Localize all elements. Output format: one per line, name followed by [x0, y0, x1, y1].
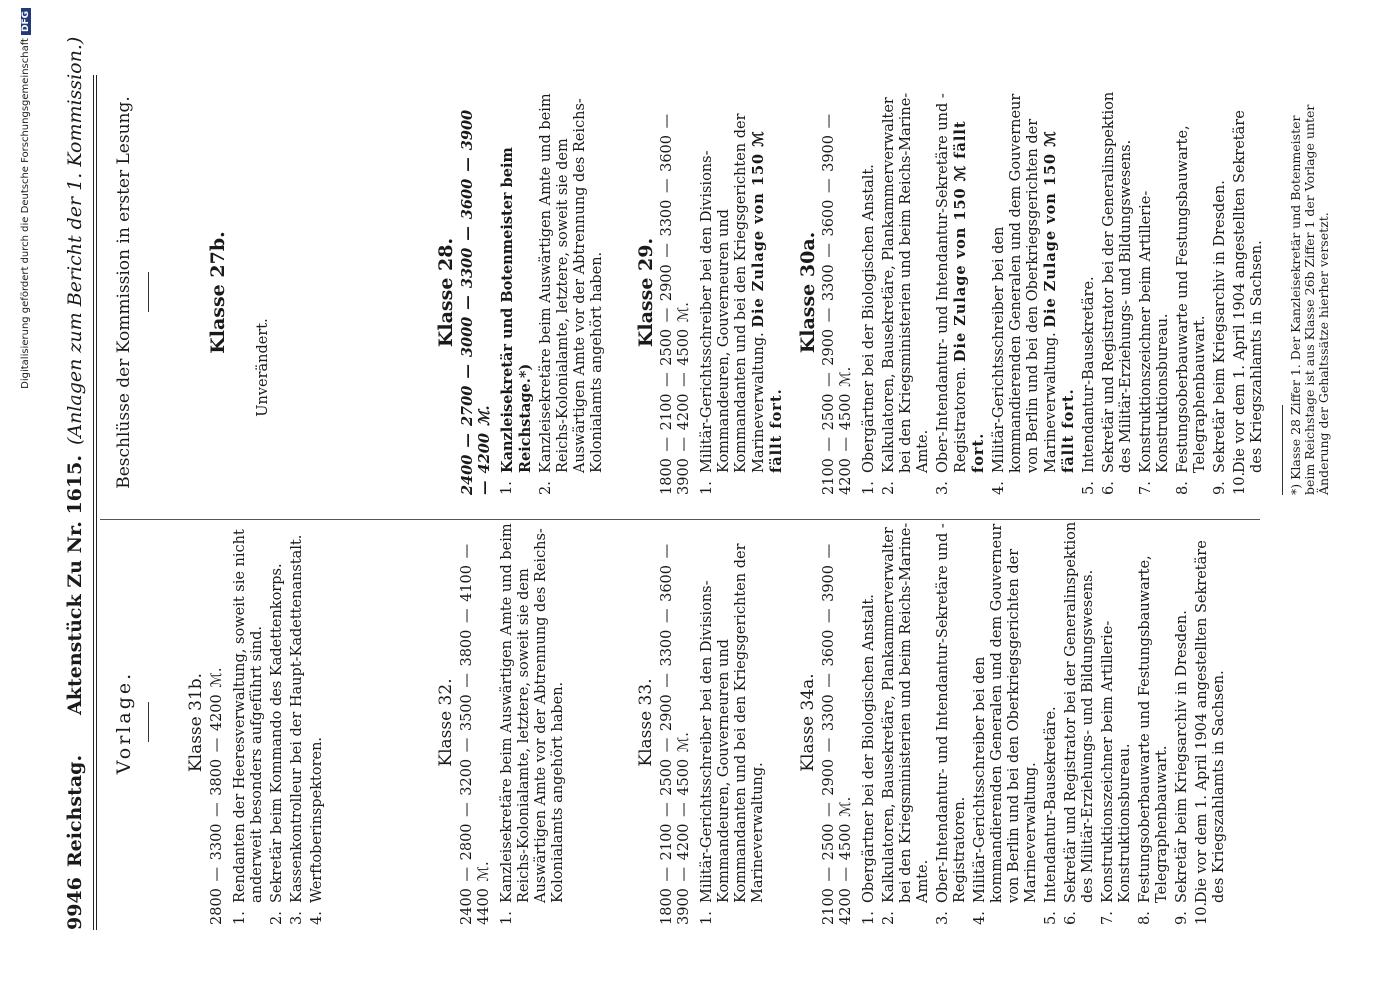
left-section-32 — [438, 520, 570, 925]
right-section-27b — [207, 90, 272, 495]
list-item: 1. Militär-Gerichtsschreiber bei den Divisions-Kommandeuren, Gouverneuren und Kommandanten und bei den Kriegsgerichten der Marineverwaltung. — [699, 543, 766, 925]
right-column — [110, 90, 1331, 495]
salary-scale: 2100 — 2500 — 2900 — 3300 — 3600 — 3900 — 4200 — 4500 ℳ. — [821, 113, 854, 495]
credit-text: Digitalisierung gefördert durch die Deutsche Forschungsgemeinschaft — [20, 38, 31, 389]
list-item: 8. Festungsoberbauwarte und Festungsbauwarte, Telegraphenbauwart. — [1175, 125, 1208, 495]
list-item: 3. Ober-Intendantur- und Intendantur-Sekretäre und -Registratoren. Die Zulage von 150 ℳ fällt fort. — [935, 93, 987, 495]
list-item: 4. Werftoberinspektoren. — [309, 736, 325, 925]
page-number: 9946 — [64, 877, 86, 930]
list-item: 6. Sekretär und Registrator bei der Generalinspektion des Militär-Erziehungs- und Bildungswesens. — [1063, 521, 1096, 925]
list-item: 1. Rendanten der Heeresverwaltung, soweit sie nicht anderweit besonders aufgeführt sind. — [232, 529, 265, 925]
klasse-title: Klasse 28. — [435, 237, 457, 348]
list-item: 10. Die vor dem 1. April 1904 angestellten Sekretäre des Kriegszahlamts in Sachsen. — [1232, 110, 1265, 495]
left-column-heading: Vorlage. — [113, 670, 135, 775]
right-column-heading: Beschlüsse der Kommission in erster Lesung. — [114, 96, 134, 489]
klasse-title: Klasse 33. — [636, 678, 656, 767]
list-item: 2. Kanzleisekretäre beim Auswärtigen Amte und beim Reichs-Kolonialamte, letztere, soweit sie dem Auswärtigen Amte vor der Abtrennung des Reichs-Kolonialamts angehört haben. — [538, 93, 605, 495]
salary-scale: 1800 — 2100 — 2500 — 2900 — 3300 — 3600 — 3900 — 4200 — 4500 ℳ. — [659, 113, 692, 495]
klasse-title: Klasse 32. — [436, 678, 456, 767]
item-list — [699, 90, 786, 495]
left-column — [110, 520, 1270, 925]
footnote-rule — [1282, 405, 1283, 495]
list-item: 10. Die vor dem 1. April 1904 angestellten Sekretäre des Kriegszahlamts in Sachsen. — [1194, 540, 1227, 925]
zulage-note: Die Zulage von 150 ℳ fällt fort. — [750, 130, 785, 473]
list-item: 2. Kalkulatoren, Bausekretäre, Plankammerverwalter bei den Kriegsministerien und beim Reichs-Marine-Amte. — [881, 92, 931, 495]
right-section-30a — [797, 90, 1331, 495]
page-header — [62, 36, 88, 930]
klasse-title: Klasse 29. — [635, 237, 657, 348]
list-item: 9. Sekretär beim Kriegsarchiv in Dresden. — [1174, 610, 1190, 925]
list-item: 6. Sekretär und Registrator bei der Generalinspektion des Militär-Erziehungs- und Bildungswesens. — [1101, 91, 1134, 495]
list-item: 1. Militär-Gerichtsschreiber bei den Divisions-Kommandeuren, Gouverneuren und Kommandanten und bei den Kriegsgerichten der Marineverwaltung. Die Zulage von 150 ℳ fällt fort. — [699, 113, 785, 495]
header-anlage: (Anlagen zum Bericht der 1. Kommission.) — [64, 36, 86, 446]
footnote: *) Klasse 28 Ziffer 1. Der Kanzleisekretär und Botenmeister beim Reichstage ist aus Klasse 26b Ziffer 1 der Vorlage unter Änderung der Gehaltssätze hierher versetzt. — [1288, 104, 1331, 495]
digitization-credit — [20, 8, 31, 389]
salary-scale: 2800 — 3300 — 3800 — 4200 ℳ. — [209, 667, 225, 925]
right-section-29 — [635, 90, 789, 495]
salary-scale: 2400 — 2800 — 3200 — 3500 — 3800 — 4100 — 4400 ℳ. — [459, 543, 492, 925]
salary-scale: 2400 — 2700 — 3000 — 3300 — 3600 — 3900 — 4200 ℳ. — [459, 109, 493, 495]
item-list — [699, 520, 767, 925]
list-item: 9. Sekretär beim Kriegsarchiv in Dresden. — [1212, 180, 1228, 495]
list-item: 3. Ober-Intendantur- und Intendantur-Sekretäre und -Registratoren. — [935, 523, 968, 925]
list-item: 1. Obergärtner bei der Biologischen Anstalt. — [861, 164, 877, 495]
header-aktenstueck: Aktenstück Zu Nr. 1615. — [64, 455, 86, 715]
list-item: 2. Kalkulatoren, Bausekretäre, Plankammerverwalter bei den Kriegsministerien und beim Reichs-Marine-Amte. — [881, 522, 931, 925]
item-list — [499, 520, 567, 925]
list-item: 4. Militär-Gerichtsschreiber bei den kommandierenden Generalen und dem Gouverneur von Berlin und bei den Oberkriegsgerichten der Marineverwaltung. Die Zulage von 150 ℳ fällt fort. — [991, 93, 1077, 495]
list-item: 7. Konstruktionszeichner beim Artillerie-Konstruktionsbureau. — [1138, 190, 1171, 495]
left-section-33 — [638, 520, 770, 925]
list-item: 3. Kassenkontrolleur bei der Haupt-Kadettenanstalt. — [289, 534, 305, 925]
zulage-note: Die Zulage von 150 ℳ fällt fort. — [1042, 130, 1077, 473]
salary-scale: 1800 — 2100 — 2500 — 2900 — 3300 — 3600 — 3900 — 4200 — 4500 ℳ. — [659, 543, 692, 925]
list-item: 5. Intendantur-Bausekretäre. — [1043, 706, 1059, 925]
salary-scale: 2100 — 2500 — 2900 — 3300 — 3600 — 3900 — 4200 — 4500 ℳ. — [821, 543, 854, 925]
item-list — [232, 520, 326, 925]
list-item: 2. Sekretär beim Kommando des Kadettenkorps. — [269, 563, 285, 925]
list-item: 1. Kanzleisekretäre beim Auswärtigen Amte und beim Reichs-Kolonialamte, letztere, soweit sie dem Auswärtigen Amte vor der Abtrennung des Reichs-Kolonialamts angehört haben. — [499, 523, 566, 925]
klasse-title: Klasse 34a. — [798, 673, 818, 772]
item-list — [861, 520, 1228, 925]
left-section-34a — [800, 520, 1231, 925]
unchanged-note: Unverändert. — [255, 318, 271, 417]
klasse-title: Klasse 30a. — [797, 231, 819, 354]
list-item: 1. Kanzleisekretär und Botenmeister beim Reichstage.*) — [499, 147, 534, 495]
header-label: Reichstag. — [64, 754, 86, 868]
item-list — [861, 90, 1266, 495]
item-list — [499, 90, 606, 495]
list-item: 5. Intendantur-Bausekretäre. — [1081, 276, 1097, 495]
zulage-note: Die Zulage von 150 ℳ fällt fort. — [952, 120, 987, 473]
right-section-28 — [435, 90, 609, 495]
list-item: 4. Militär-Gerichtsschreiber bei den kommandierenden Generalen und dem Gouverneur von Berlin und bei den Oberkriegsgerichten der Marineverwaltung. — [972, 523, 1039, 925]
klasse-title: Klasse 27b. — [207, 231, 229, 354]
list-item: 1. Obergärtner bei der Biologischen Anstalt. — [861, 594, 877, 925]
header-rule — [93, 75, 94, 930]
klasse-title: Klasse 31b. — [186, 672, 206, 773]
heading-rule — [148, 273, 149, 313]
list-item: 7. Konstruktionszeichner beim Artillerie-Konstruktionsbureau. — [1100, 620, 1133, 925]
dfg-logo: DFG — [21, 8, 31, 35]
header-rule-double — [96, 75, 97, 930]
heading-rule — [148, 703, 149, 743]
list-item: 8. Festungsoberbauwarte und Festungsbauwarte, Telegraphenbauwart. — [1137, 555, 1170, 925]
